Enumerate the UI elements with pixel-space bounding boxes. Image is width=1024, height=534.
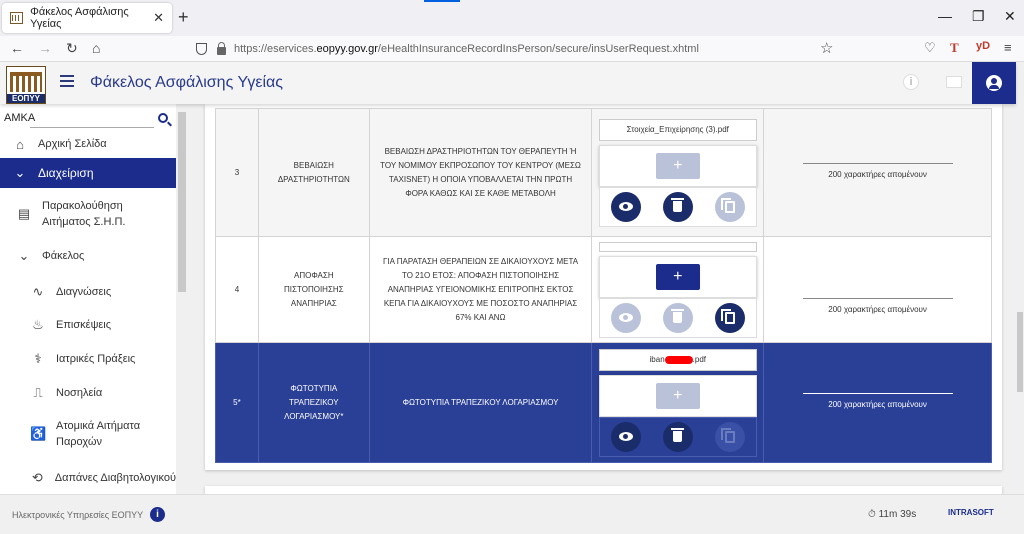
footer	[0, 494, 1024, 534]
sidebar-item-diabetes-expenses[interactable]	[0, 468, 176, 488]
file-name-suffix: .pdf	[692, 354, 706, 364]
row-number: 4	[216, 237, 259, 343]
document-type: ΦΩΤΟΤΥΠΙΑ ΤΡΑΠΕΖΙΚΟΥ ΛΟΓΑΡΙΑΣΜΟΥ*	[258, 343, 369, 463]
comments-cell	[764, 109, 992, 237]
reload-icon[interactable]: ↻	[66, 40, 78, 56]
next-section-card	[205, 486, 1002, 494]
file-upload-box	[599, 242, 757, 338]
t-extension-icon[interactable]: T	[950, 40, 959, 55]
add-file-area	[599, 145, 757, 187]
table-row	[216, 343, 992, 463]
chevron-down-icon: ⌄	[14, 165, 26, 180]
restore-icon[interactable]: ❐	[972, 8, 985, 24]
table-row	[216, 109, 992, 237]
redacted-text	[665, 356, 693, 364]
sidebar-item-label: Παρακολούθηση Αιτήματος Σ.Η.Π.	[42, 200, 126, 228]
menu-icon[interactable]: ≡	[1004, 40, 1012, 55]
page-scroll-thumb[interactable]	[1017, 312, 1023, 392]
document-description: ΓΙΑ ΠΑΡΑΤΑΣΗ ΘΕΡΑΠΕΙΩΝ ΣΕ ΔΙΚΑΙΟΥΧΟΥΣ ΜΕΤΑ ΤΟ 21Ο ΕΤΟΣ: ΑΠΟΦΑΣΗ ΠΙΣΤΟΠΟΙΗΣΗΣ ΑΝΑΠΗΡΙΑΣ ΥΓΕΙΟΝΟΜΙΚΗΣ ΕΠΙΤΡΟΠΗΣ ΕΚΤΟΣ ΚΕΠΑ ΓΙΑ ΔΙΚΑΙΟΥΧΟΥΣ ΜΕ ΠΟΣΟΣΤΟ ΑΝΑΠΗΡΙΑΣ 67% ΚΑΙ ΑΝΩ	[369, 237, 592, 343]
amka-input[interactable]	[30, 127, 154, 128]
documents-card	[205, 104, 1002, 470]
document-type: ΑΠΟΦΑΣΗ ΠΙΣΤΟΠΟΙΗΣΗΣ ΑΝΑΠΗΡΙΑΣ	[258, 237, 369, 343]
bookmark-star-icon[interactable]: ☆	[820, 40, 834, 57]
sidebar	[0, 104, 188, 494]
logo-text: ΕΟΠΥΥ	[7, 94, 45, 103]
footer-text: Ηλεκτρονικές Υπηρεσίες ΕΟΠΥΥ	[12, 510, 144, 520]
documents-table	[215, 108, 992, 463]
close-tab-icon[interactable]: ✕	[153, 10, 164, 25]
info-icon[interactable]: i	[903, 74, 919, 90]
file-upload-box	[599, 349, 757, 457]
bed-icon: ⎍	[33, 385, 43, 400]
amka-label: ΑΜΚΑ	[4, 112, 36, 124]
lock-icon[interactable]	[217, 47, 226, 55]
sidebar-item-label: Νοσηλεία	[56, 387, 103, 399]
sidebar-item-request-tracking[interactable]	[0, 196, 176, 232]
file-name-prefix: iban	[649, 354, 665, 364]
close-window-icon[interactable]: ✕	[1004, 8, 1016, 24]
trash-icon	[673, 201, 682, 212]
file-actions	[599, 187, 757, 227]
stopwatch-icon: ⏱	[868, 509, 876, 520]
tab-indicator	[424, 0, 460, 2]
row-number: 5*	[216, 343, 259, 463]
wheelchair-icon: ♿	[30, 426, 47, 441]
back-icon[interactable]: ←	[10, 40, 24, 56]
page-scrollbar[interactable]	[1016, 62, 1024, 494]
hamburger-menu-icon[interactable]	[60, 75, 74, 87]
sidebar-item-management[interactable]	[0, 158, 176, 188]
pocket-icon[interactable]: ♡	[924, 40, 936, 55]
sidebar-scroll-thumb[interactable]	[178, 112, 186, 292]
browser-nav-bar	[0, 36, 1024, 62]
trash-icon	[673, 312, 682, 323]
file-actions	[599, 417, 757, 457]
sidebar-item-label: Δαπάνες Διαβητολογικού	[54, 472, 176, 484]
file-name[interactable]	[599, 349, 757, 371]
characters-remaining: 200 χαρακτήρες απομένουν	[803, 298, 953, 317]
copy-icon	[725, 431, 735, 443]
tracking-shield-icon[interactable]	[196, 43, 207, 55]
main-content	[188, 104, 1014, 494]
copy-file-button[interactable]	[715, 303, 745, 333]
sidebar-scrollbar[interactable]	[176, 104, 188, 494]
info-icon[interactable]: i	[150, 507, 165, 522]
upload-cell	[592, 237, 764, 343]
view-file-button[interactable]	[611, 192, 641, 222]
eopyy-favicon-icon	[10, 12, 23, 24]
file-actions	[599, 298, 757, 338]
sidebar-item-label: Διαγνώσεις	[56, 286, 112, 298]
app-header	[0, 62, 1016, 104]
new-tab-button[interactable]: +	[178, 7, 189, 27]
add-file-area	[599, 256, 757, 298]
comments-cell	[764, 343, 992, 463]
address-bar[interactable]	[190, 38, 840, 60]
visit-icon: ♨	[32, 317, 44, 332]
add-file-button[interactable]: +	[656, 383, 700, 409]
sidebar-item-benefit-requests[interactable]	[0, 416, 176, 452]
add-file-button[interactable]: +	[656, 153, 700, 179]
trash-icon	[673, 431, 682, 442]
sidebar-item-label: Ιατρικές Πράξεις	[56, 353, 136, 365]
home-icon: ⌂	[16, 136, 24, 152]
app-title: Φάκελος Ασφάλισης Υγείας	[90, 74, 283, 91]
sidebar-item-visits[interactable]	[0, 315, 176, 335]
upload-cell	[592, 343, 764, 463]
eye-icon	[619, 432, 633, 441]
characters-remaining: 200 χαρακτήρες απομένουν	[803, 393, 953, 412]
view-file-button[interactable]	[611, 422, 641, 452]
chevron-down-icon: ⌄	[18, 248, 30, 263]
browser-tab-bar	[0, 0, 1024, 36]
characters-remaining: 200 χαρακτήρες απομένουν	[803, 163, 953, 182]
expense-icon: ⟲	[31, 470, 43, 485]
timer-value: 11m 39s	[878, 509, 917, 520]
eye-icon	[619, 202, 633, 211]
minimize-icon[interactable]: —	[938, 8, 952, 24]
row-number: 3	[216, 109, 259, 237]
sidebar-item-label: Αρχική Σελίδα	[38, 138, 107, 150]
url-prefix: https://eservices.	[234, 43, 317, 55]
document-icon: ▤	[17, 206, 31, 221]
sidebar-item-hospitalization[interactable]	[0, 383, 176, 403]
copy-icon	[725, 201, 735, 213]
forward-icon[interactable]: →	[38, 40, 52, 56]
doctor-icon: ⚕	[34, 351, 42, 366]
pulse-icon: ∿	[32, 284, 44, 299]
copy-file-button[interactable]	[715, 422, 745, 452]
copy-file-button[interactable]	[715, 192, 745, 222]
eye-icon	[619, 313, 633, 322]
yd-extension-icon[interactable]: yD	[976, 40, 991, 52]
add-file-button[interactable]: +	[656, 264, 700, 290]
sidebar-item-home[interactable]	[0, 134, 176, 154]
url-path: /eHealthInsuranceRecordInsPerson/secure/insUserRequest.xhtml	[377, 43, 699, 55]
document-description: ΒΕΒΑΙΩΣΗ ΔΡΑΣΤΗΡΙΟΤΗΤΩΝ ΤΟΥ ΘΕΡΑΠΕΥΤΗ Ή ΤΟΥ ΝΟΜΙΜΟΥ ΕΚΠΡΟΣΩΠΟΥ ΤΟΥ ΚΕΝΤΡΟΥ (ΜΕΣΩ TAXISNET) Η ΟΠΟΙΑ ΥΠΟΒΑΛΛΕΤΑΙ ΤΗΝ ΠΡΩΤΗ ΦΟΡΑ ΚΑΘΩΣ ΚΑΙ ΣΕ ΚΑΘΕ ΜΕΤΑΒΟΛΗ	[369, 109, 592, 237]
delete-file-button[interactable]	[663, 303, 693, 333]
document-type: ΒΕΒΑΙΩΣΗ ΔΡΑΣΤΗΡΙΟΤΗΤΩΝ	[258, 109, 369, 237]
file-upload-box	[599, 119, 757, 227]
sidebar-item-label: Φάκελος	[42, 250, 85, 262]
view-file-button[interactable]	[611, 303, 641, 333]
search-icon[interactable]	[158, 113, 168, 123]
intrasoft-logo: INTRASOFT	[948, 508, 994, 517]
sidebar-item-medical-procedures[interactable]	[0, 349, 176, 369]
sidebar-item-diagnoses[interactable]	[0, 282, 176, 302]
user-icon	[986, 75, 1002, 91]
mail-icon[interactable]	[946, 76, 962, 88]
document-description: ΦΩΤΟΤΥΠΙΑ ΤΡΑΠΕΖΙΚΟΥ ΛΟΓΑΡΙΑΣΜΟΥ	[369, 343, 592, 463]
add-file-area	[599, 375, 757, 417]
sidebar-item-label: Ατομικά Αιτήματα Παροχών	[56, 420, 141, 448]
eopyy-logo[interactable]	[6, 66, 46, 104]
copy-icon	[725, 312, 735, 324]
user-account-button[interactable]	[972, 62, 1016, 104]
comments-cell	[764, 237, 992, 343]
home-icon[interactable]: ⌂	[92, 40, 101, 56]
sidebar-item-label: Διαχείριση	[38, 166, 94, 180]
sidebar-item-label: Επισκέψεις	[56, 319, 112, 331]
browser-tab[interactable]	[2, 3, 172, 33]
url-domain: eopyy.gov.gr	[316, 43, 378, 55]
upload-cell	[592, 109, 764, 237]
sidebar-item-folder[interactable]	[0, 246, 176, 266]
file-name[interactable]	[599, 242, 757, 252]
delete-file-button[interactable]	[663, 422, 693, 452]
file-name[interactable]: Στοιχεία_Επιχείρησης (3).pdf	[599, 119, 757, 141]
tab-title: Φάκελος Ασφάλισης Υγείας	[30, 6, 129, 30]
temple-logo-icon	[10, 72, 42, 92]
table-row	[216, 237, 992, 343]
delete-file-button[interactable]	[663, 192, 693, 222]
session-timer	[868, 509, 916, 520]
